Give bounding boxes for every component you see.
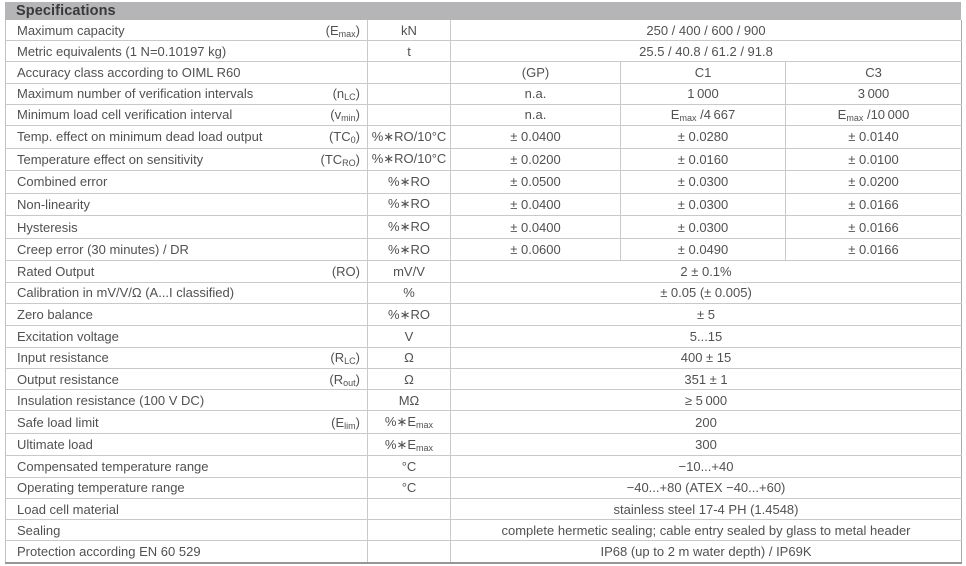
table-row [6, 282, 962, 303]
section-title: Specifications [16, 3, 116, 19]
table-row [6, 104, 962, 125]
value-cell: ± 0.0400 [451, 193, 621, 216]
spec-symbol: $(v_{min})$ [330, 107, 360, 124]
value-cell: 300 [451, 433, 962, 456]
value-cell: 1 000 [621, 83, 786, 104]
unit-cell: %∗RO [368, 193, 451, 216]
spec-label: Ultimate load [17, 437, 93, 453]
spec-table-body [6, 20, 962, 563]
unit-cell: Ω [368, 368, 451, 389]
spec-symbol: $(R_{out})$ [329, 371, 360, 388]
spec-label-cell [6, 303, 368, 326]
unit-cell: MΩ [368, 390, 451, 411]
spec-label: Sealing [17, 522, 61, 538]
spec-label-cell [6, 433, 368, 456]
spec-label-cell [6, 520, 368, 541]
table-row [6, 477, 962, 498]
spec-label: Temperature effect on sensitivity [17, 151, 204, 167]
value-cell: 3 000 [786, 83, 962, 104]
value-cell: IP68 (up to 2 m water depth) / IP69K [451, 541, 962, 563]
value-cell: −40...+80 (ATEX −40...+60) [451, 477, 962, 498]
spec-label: Input resistance [17, 350, 109, 366]
spec-label-cell [6, 193, 368, 216]
value-cell: 351 ± 1 [451, 368, 962, 389]
spec-label: Compensated temperature range [17, 459, 209, 475]
value-cell: ± 0.0500 [451, 171, 621, 194]
unit-cell: %∗RO [368, 303, 451, 326]
unit-cell: t [368, 41, 451, 62]
table-row [6, 390, 962, 411]
spec-label: Insulation resistance (100 V DC) [17, 392, 205, 408]
unit-cell: %∗RO [368, 171, 451, 194]
table-row [6, 41, 962, 62]
spec-symbol: $(n_{LC})$ [332, 86, 360, 103]
spec-label-cell [6, 238, 368, 261]
section-header-bar [5, 2, 961, 20]
table-row [6, 62, 962, 83]
value-cell: ± 0.05 (± 0.005) [451, 282, 962, 303]
table-row [6, 541, 962, 563]
spec-label: Safe load limit [17, 414, 99, 430]
value-cell: ± 0.0200 [786, 171, 962, 194]
value-cell: n.a. [451, 83, 621, 104]
value-cell: ± 5 [451, 303, 962, 326]
unit-cell: V [368, 326, 451, 347]
spec-label: Temp. effect on minimum dead load output [17, 129, 263, 145]
spec-label: Output resistance [17, 371, 119, 387]
value-cell: C3 [786, 62, 962, 83]
table-row [6, 238, 962, 261]
spec-label-cell [6, 148, 368, 171]
spec-label-cell [6, 347, 368, 368]
spec-label-cell [6, 456, 368, 477]
table-row [6, 368, 962, 389]
unit-cell: kN [368, 20, 451, 41]
table-row [6, 303, 962, 326]
unit-cell: % [368, 282, 451, 303]
spec-label: Minimum load cell verification interval [17, 107, 233, 123]
unit-cell: °C [368, 477, 451, 498]
value-cell: 200 [451, 411, 962, 434]
spec-label-cell [6, 126, 368, 149]
table-row [6, 83, 962, 104]
value-cell: $E_{max}$ /10 000 [786, 104, 962, 125]
value-cell: n.a. [451, 104, 621, 125]
table-row [6, 148, 962, 171]
spec-symbol: (RO) [331, 264, 360, 279]
unit-cell: mV/V [368, 261, 451, 282]
table-row [6, 193, 962, 216]
spec-label-cell [6, 368, 368, 389]
value-cell: ± 0.0600 [451, 238, 621, 261]
spec-label-cell [6, 411, 368, 434]
unit-cell: $\%∗E_{max}$ [368, 411, 451, 434]
value-cell: 400 ± 15 [451, 347, 962, 368]
spec-label: Hysteresis [17, 219, 78, 235]
spec-label-cell [6, 171, 368, 194]
value-cell: C1 [621, 62, 786, 83]
table-row [6, 171, 962, 194]
spec-label-cell [6, 477, 368, 498]
spec-label: Load cell material [17, 501, 119, 517]
value-cell: ± 0.0100 [786, 148, 962, 171]
value-cell: (GP) [451, 62, 621, 83]
spec-label-cell [6, 390, 368, 411]
spec-symbol: $(E_{max})$ [325, 22, 360, 39]
value-cell: 25.5 / 40.8 / 61.2 / 91.8 [451, 41, 962, 62]
unit-cell: Ω [368, 347, 451, 368]
value-cell: 2 ± 0.1% [451, 261, 962, 282]
value-cell: $E_{max}$ /4 667 [621, 104, 786, 125]
spec-label-cell [6, 498, 368, 519]
table-row [6, 216, 962, 239]
spec-label-cell [6, 83, 368, 104]
spec-symbol: $(E_{lim})$ [331, 414, 360, 431]
value-cell: ± 0.0300 [621, 216, 786, 239]
unit-cell: °C [368, 456, 451, 477]
spec-label-cell [6, 20, 368, 41]
unit-cell [368, 520, 451, 541]
spec-label: Maximum number of verification intervals [17, 86, 254, 102]
spec-label: Creep error (30 minutes) / DR [17, 242, 189, 258]
spec-label: Protection according EN 60 529 [17, 544, 201, 560]
unit-cell [368, 541, 451, 563]
value-cell: ± 0.0166 [786, 193, 962, 216]
unit-cell: $\%∗E_{max}$ [368, 433, 451, 456]
spec-label-cell [6, 41, 368, 62]
table-row [6, 326, 962, 347]
value-cell: ≥ 5 000 [451, 390, 962, 411]
spec-label: Non-linearity [17, 196, 90, 212]
value-cell: ± 0.0300 [621, 171, 786, 194]
spec-label: Combined error [17, 174, 108, 190]
value-cell: 5...15 [451, 326, 962, 347]
value-cell: 250 / 400 / 600 / 900 [451, 20, 962, 41]
spec-symbol: $(TC_{RO})$ [320, 151, 360, 168]
spec-symbol: $(R_{LC})$ [330, 350, 360, 367]
spec-symbol: $(TC_0)$ [328, 129, 360, 146]
spec-label: Excitation voltage [17, 329, 119, 345]
table-row [6, 433, 962, 456]
unit-cell [368, 83, 451, 104]
unit-cell: %∗RO/10°C [368, 126, 451, 149]
table-row [6, 126, 962, 149]
table-row [6, 498, 962, 519]
table-row [6, 411, 962, 434]
spec-label: Metric equivalents (1 N=0.10197 kg) [17, 43, 227, 59]
spec-label: Operating temperature range [17, 480, 185, 496]
table-row [6, 520, 962, 541]
spec-label-cell [6, 326, 368, 347]
value-cell: ± 0.0400 [451, 126, 621, 149]
value-cell: complete hermetic sealing; cable entry sealed by glass to metal header [451, 520, 962, 541]
spec-label: Rated Output [17, 264, 95, 279]
table-row [6, 20, 962, 41]
value-cell: ± 0.0200 [451, 148, 621, 171]
spec-label-cell [6, 104, 368, 125]
unit-cell [368, 498, 451, 519]
unit-cell: %∗RO [368, 238, 451, 261]
value-cell: ± 0.0300 [621, 193, 786, 216]
unit-cell: %∗RO/10°C [368, 148, 451, 171]
value-cell: ± 0.0166 [786, 238, 962, 261]
value-cell: ± 0.0140 [786, 126, 962, 149]
specifications-table [5, 20, 962, 564]
value-cell: −10...+40 [451, 456, 962, 477]
value-cell: ± 0.0400 [451, 216, 621, 239]
spec-label-cell [6, 261, 368, 282]
unit-cell [368, 104, 451, 125]
spec-label-cell [6, 282, 368, 303]
value-cell: ± 0.0160 [621, 148, 786, 171]
spec-label-cell [6, 216, 368, 239]
spec-label: Calibration in mV/V/Ω (A...I classified) [17, 285, 235, 301]
value-cell: ± 0.0166 [786, 216, 962, 239]
spec-label: Maximum capacity [17, 22, 125, 38]
table-row [6, 347, 962, 368]
value-cell: stainless steel 17-4 PH (1.4548) [451, 498, 962, 519]
value-cell: ± 0.0280 [621, 126, 786, 149]
spec-label: Accuracy class according to OIML R60 [17, 64, 241, 80]
value-cell: ± 0.0490 [621, 238, 786, 261]
table-row [6, 456, 962, 477]
table-row [6, 261, 962, 282]
spec-label: Zero balance [17, 307, 93, 323]
unit-cell: %∗RO [368, 216, 451, 239]
unit-cell [368, 62, 451, 83]
spec-label-cell [6, 62, 368, 83]
spec-label-cell [6, 541, 368, 563]
